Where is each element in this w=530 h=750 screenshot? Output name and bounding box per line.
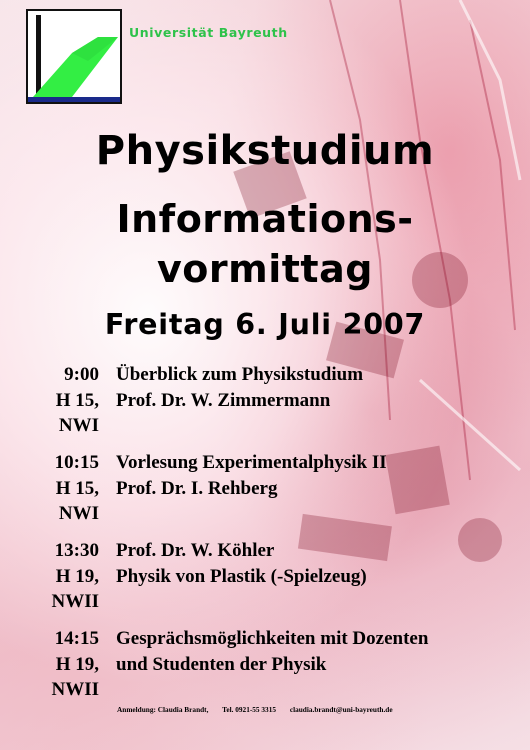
schedule-time: 13:30	[54, 540, 99, 561]
main-title: Physikstudium	[95, 128, 435, 174]
schedule-speaker: Prof. Dr. W. Zimmermann	[116, 389, 331, 411]
schedule-topic: Überblick zum Physikstudium	[116, 364, 364, 385]
schedule-room: H 19,	[55, 653, 99, 675]
university-name: Universität Bayreuth	[129, 25, 288, 40]
schedule-building: NWI	[58, 503, 99, 524]
footer-registration: Anmeldung: Claudia Brandt,	[117, 705, 209, 714]
schedule-topic-continued: und Studenten der Physik	[116, 653, 327, 675]
university-logo	[26, 9, 122, 104]
schedule-topic: Gesprächsmöglichkeiten mit Dozenten	[116, 628, 429, 649]
footer-phone: Tel. 0921-55 3315	[222, 705, 276, 714]
schedule-room: H 15,	[55, 477, 99, 499]
schedule-building: NWII	[51, 591, 99, 612]
event-date: Freitag 6. Juli 2007	[104, 308, 426, 341]
subtitle-line-1: Informations-	[116, 197, 414, 241]
schedule-time: 9:00	[64, 364, 99, 385]
schedule-topic: Vorlesung Experimentalphysik II	[116, 452, 387, 473]
schedule-time: 14:15	[54, 628, 99, 649]
schedule-room: H 15,	[55, 389, 99, 411]
logo-mark-icon	[28, 11, 120, 102]
schedule-building: NWII	[51, 679, 99, 700]
schedule-speaker: Prof. Dr. I. Rehberg	[116, 477, 278, 499]
schedule-time: 10:15	[54, 452, 99, 473]
schedule-topic: Physik von Plastik (-Spielzeug)	[116, 565, 367, 587]
schedule-building: NWI	[58, 415, 99, 436]
footer-email: claudia.brandt@uni-bayreuth.de	[289, 705, 393, 714]
schedule-speaker: Prof. Dr. W. Köhler	[116, 540, 275, 561]
schedule-room: H 19,	[55, 565, 99, 587]
footer-contact	[117, 705, 405, 714]
subtitle-line-2: vormittag	[157, 247, 373, 291]
